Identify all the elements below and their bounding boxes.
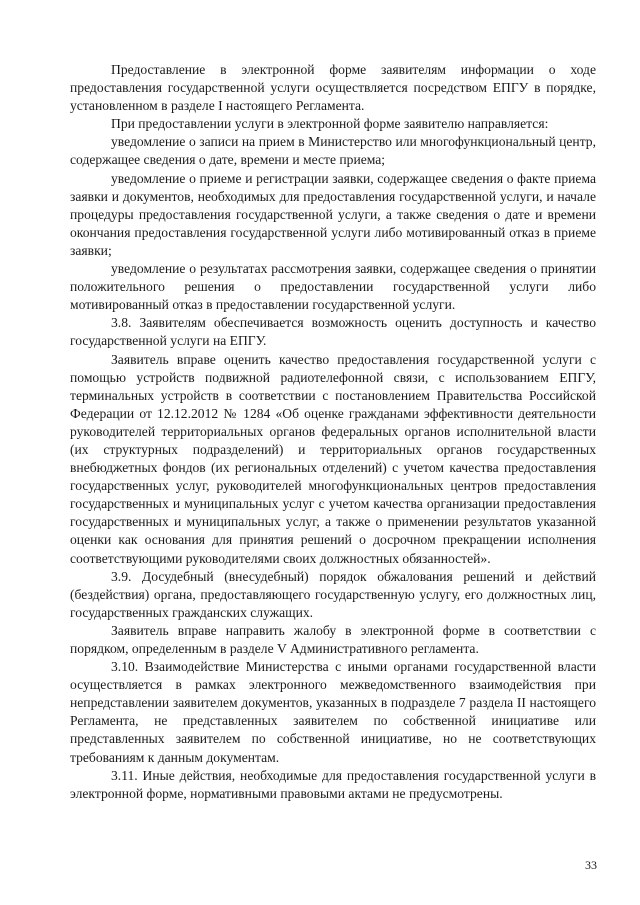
paragraph-notifications-intro: При предоставлении услуги в электронной форме заявителю направляется: (111, 116, 549, 132)
paragraph-notification-results: уведомление о результатах рассмотрения заявки, содержащее сведения о принятии положительного решения о предоставлении государственной услуги либо мотивированный отказ в предоставлении государственной услуги. (70, 261, 596, 313)
paragraph-3-9: 3.9. Досудебный (внесудебный) порядок обжалования решений и действий (бездействия) органа, предоставляющего государственную услугу, его должностных лиц, государственных гражданских служащих. (70, 568, 596, 620)
paragraph-epgu-info: Предоставление в электронной форме заявителям информации о ходе предоставления государственной услуги осуществляется посредством ЕПГУ в порядке, установленном в разделе I настоящего Регламента. (70, 62, 596, 114)
paragraph-notification-appointment: уведомление о записи на прием в Министерство или многофункциональный центр, содержащее сведения о дате, времени и месте приема; (70, 134, 596, 168)
paragraph-notification-registration: уведомление о приеме и регистрации заявки, содержащее сведения о факте приема заявки и документов, необходимых для предоставления государственной услуги, и начале процедуры предоставления государственной услуги, а также сведения о дате и времени окончания предоставления государственной услуги либо мотивированный отказ в приеме заявки; (70, 170, 596, 258)
document-body (70, 61, 596, 803)
paragraph-3-10: 3.10. Взаимодействие Министерства с иными органами государственной власти осуществляется в рамках электронного межведомственного взаимодействия при непредставлении заявителем документов, указанных в подразделе 7 раздела II настоящего Регламента, не представленных заявителем по собственной инициативе или представленных заявителем по собственной инициативе, но не соответствующих требованиям к данным документам. (70, 659, 596, 765)
page-number: 33 (585, 858, 597, 872)
paragraph-3-8: 3.8. Заявителям обеспечивается возможность оценить доступность и качество государственной услуги на ЕПГУ. (70, 315, 596, 349)
paragraph-3-11: 3.11. Иные действия, необходимые для предоставления государственной услуги в электронной форме, нормативными правовыми актами не предусмотрены. (70, 767, 596, 801)
paragraph-quality-assessment: Заявитель вправе оценить качество предоставления государственной услуги с помощью устройств подвижной радиотелефонной связи, с использованием ЕПГУ, терминальных устройств в соответствии с постановлением Правительства Российской Федерации от 12.12.2012 № 1284 «Об оценке гражданами эффективности деятельности руководителей территориальных органов федеральных органов исполнительной власти (их структурных подразделений) и территориальных органов государственных внебюджетных фондов (их региональных отделений) с учетом качества предоставления государственных услуг, руководителей многофункциональных центров предоставления государственных и муниципальных услуг с учетом качества организации предоставления государственных и муниципальных услуг, а также о применении результатов указанной оценки как основания для принятия решений о досрочном прекращении исполнения соответствующими руководителями своих должностных обязанностей». (70, 351, 596, 566)
paragraph-complaint: Заявитель вправе направить жалобу в электронной форме в соответствии с порядком, определенным в разделе V Административного регламента. (70, 622, 596, 656)
